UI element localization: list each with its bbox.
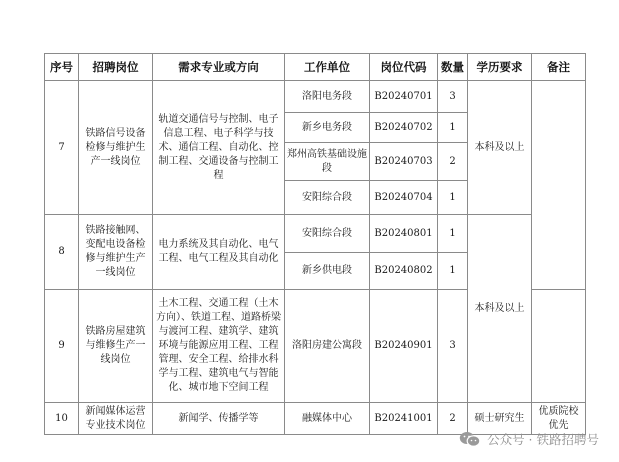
- unit-cell: 郑州高铁基础设施段: [285, 143, 370, 181]
- row-index-cell: 9: [45, 290, 79, 403]
- unit-cell: 融媒体中心: [285, 403, 370, 435]
- position-cell: 新闻媒体运营专业技术岗位: [79, 403, 153, 435]
- header-index: 序号: [45, 54, 79, 81]
- header-unit: 工作单位: [285, 54, 370, 81]
- remark-cell: [532, 290, 586, 403]
- unit-cell: 安阳综合段: [285, 215, 370, 253]
- code-cell: B20240802: [370, 253, 438, 290]
- unit-cell: 新乡电务段: [285, 113, 370, 143]
- count-cell: 1: [438, 181, 468, 215]
- education-cell: 硕士研究生: [468, 403, 532, 435]
- row-index-cell: 8: [45, 215, 79, 290]
- count-cell: 2: [438, 403, 468, 435]
- table-row: [45, 81, 586, 113]
- count-cell: 1: [438, 253, 468, 290]
- unit-cell: 洛阳电务段: [285, 81, 370, 113]
- education-cell: 本科及以上: [468, 81, 532, 215]
- major-cell: 土木工程、交通工程（土木方向）、铁道工程、道路桥梁与渡河工程、建筑学、建筑环境与能源应用工程、工程管理、安全工程、给排水科学与工程、建筑电气与智能化、城市地下空间工程: [153, 290, 285, 403]
- count-cell: 1: [438, 215, 468, 253]
- count-cell: 2: [438, 143, 468, 181]
- remark-cell: [532, 81, 586, 290]
- remark-cell: 优质院校优先: [532, 403, 586, 435]
- row-index-cell: 10: [45, 403, 79, 435]
- table-header-row: [45, 54, 586, 81]
- code-cell: B20240702: [370, 113, 438, 143]
- header-position: 招聘岗位: [79, 54, 153, 81]
- position-cell: 铁路信号设备检修与维护生产一线岗位: [79, 81, 153, 215]
- code-cell: B20240901: [370, 290, 438, 403]
- major-cell: 电力系统及其自动化、电气工程、电气工程及其自动化: [153, 215, 285, 290]
- count-cell: 3: [438, 81, 468, 113]
- watermark-text: 公众号 · 铁路招聘号: [487, 432, 599, 447]
- code-cell: B20240701: [370, 81, 438, 113]
- code-cell: B20241001: [370, 403, 438, 435]
- unit-cell: 安阳综合段: [285, 181, 370, 215]
- count-cell: 3: [438, 290, 468, 403]
- unit-cell: 洛阳房建公寓段: [285, 290, 370, 403]
- position-cell: 铁路接触网、变配电设备检修与维护生产一线岗位: [79, 215, 153, 290]
- header-education: 学历要求: [468, 54, 532, 81]
- code-cell: B20240704: [370, 181, 438, 215]
- education-cell: 本科及以上: [468, 215, 532, 403]
- recruitment-table: [44, 53, 586, 435]
- count-cell: 1: [438, 113, 468, 143]
- table-row: [45, 215, 586, 253]
- watermark: [459, 430, 599, 448]
- major-cell: 轨道交通信号与控制、电子信息工程、电子科学与技术、通信工程、自动化、控制工程、交通设备与控制工程: [153, 81, 285, 215]
- header-remark: 备注: [532, 54, 586, 81]
- header-major: 需求专业或方向: [153, 54, 285, 81]
- position-cell: 铁路房屋建筑与维修生产一线岗位: [79, 290, 153, 403]
- row-index-cell: 7: [45, 81, 79, 215]
- major-cell: 新闻学、传播学等: [153, 403, 285, 435]
- code-cell: B20240703: [370, 143, 438, 181]
- header-count: 数量: [438, 54, 468, 81]
- header-code: 岗位代码: [370, 54, 438, 81]
- unit-cell: 新乡供电段: [285, 253, 370, 290]
- wechat-icon: [459, 431, 481, 447]
- code-cell: B20240801: [370, 215, 438, 253]
